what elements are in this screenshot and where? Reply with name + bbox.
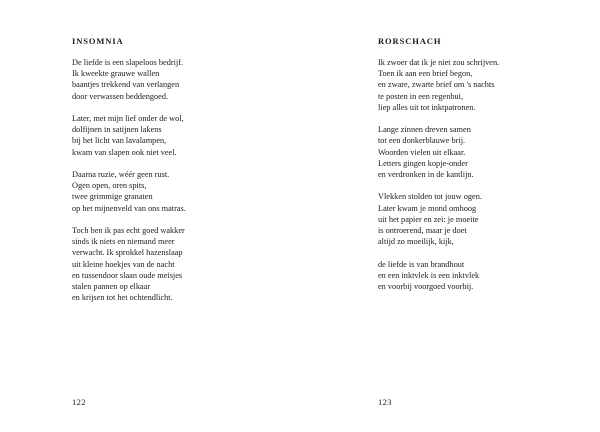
poem-line: bij het licht van lavalampen, <box>72 136 167 146</box>
right-page <box>300 0 600 432</box>
poem-line: Toen ik aan een brief begon, <box>378 69 473 79</box>
poem-line: liep alles uit tot inktpatronen. <box>378 102 476 112</box>
page-number-right: 123 <box>378 397 392 407</box>
poem-line: te posten in een regenbui, <box>378 91 464 101</box>
poem-line: verwacht. Ik sprokkel hazenslaap <box>72 248 183 258</box>
poem-line: Later, met mijn lief onder de wol, <box>72 114 184 123</box>
poem-line: De liefde is een slapeloos bedrijf. <box>72 58 184 67</box>
stanza <box>378 124 499 180</box>
poem-line: Toch ben ik pas echt goed wakker <box>72 226 185 235</box>
poem-line: Woorden vielen uit elkaar. <box>378 147 466 157</box>
poem-line: op het mijnenveld van ons matras. <box>72 203 186 213</box>
poem-line: en verdronken in de kantlijn. <box>378 170 474 180</box>
poem-line: kwam van slapen ook niet veel. <box>72 147 177 157</box>
poem-line: is ontroerend, maar je doet <box>378 226 467 236</box>
stanza <box>72 57 186 102</box>
poem-line: Lange zinnen dreven samen <box>378 125 471 135</box>
poem-line: altijd zo moeilijk, kijk, <box>378 237 454 247</box>
poem-line: Later kwam je mond omhoog <box>378 203 477 213</box>
poem-line: uit kleine hoekjes van de nacht <box>72 259 175 269</box>
poem-line: Ik zwoer dat ik je niet zou schrijven. <box>378 58 500 67</box>
poem-line: Vlekken stolden tot jouw ogen. <box>378 192 482 202</box>
poem-line: stalen pannen op elkaar <box>72 282 151 292</box>
poem-line: twee grimmige granaten <box>72 192 153 202</box>
poem-line: Ik kweekte grauwe wallen <box>72 69 160 79</box>
poem-line: tot een donkerblauwe brij. <box>378 136 466 146</box>
poem-line: Letters gingen kopje-onder <box>378 158 468 168</box>
stanza <box>378 191 499 247</box>
page-number-left: 122 <box>72 397 86 407</box>
poem-line: en zware, zwarte brief om 's nachts <box>378 80 495 90</box>
stanza <box>72 225 186 303</box>
poem-line: dolfijnen in satijnen lakens <box>72 125 162 135</box>
poem-title-insomnia: INSOMNIA <box>72 36 124 46</box>
poem-line: baantjes trekkend van verlangen <box>72 80 180 90</box>
poem-line: Ogen open, oren spits, <box>72 181 147 191</box>
poem-title-rorschach: RORSCHACH <box>378 36 442 46</box>
poem-line: en tussendoor slaan oude meisjes <box>72 270 183 280</box>
poem-body-rorschach <box>378 57 499 303</box>
poem-line: de liefde is van brandhout <box>378 259 465 269</box>
poem-line: door verwassen beddengoed. <box>72 91 169 101</box>
stanza <box>378 57 499 113</box>
poem-line: en voorbij voorgoed voorbij. <box>378 282 474 292</box>
poem-line: en een inktvlek is een inktvlek <box>378 270 480 280</box>
poem-body-insomnia <box>72 57 186 315</box>
stanza <box>378 259 499 293</box>
poem-line: sinds ik niets en niemand meer <box>72 237 175 247</box>
stanza <box>72 169 186 214</box>
poem-line: en krijsen tot het ochtendlicht. <box>72 293 173 303</box>
stanza <box>72 113 186 158</box>
poem-line: uit het papier en zei: je moeite <box>378 214 479 224</box>
poem-line: Daarna ruzie, wéér geen rust. <box>72 170 170 179</box>
